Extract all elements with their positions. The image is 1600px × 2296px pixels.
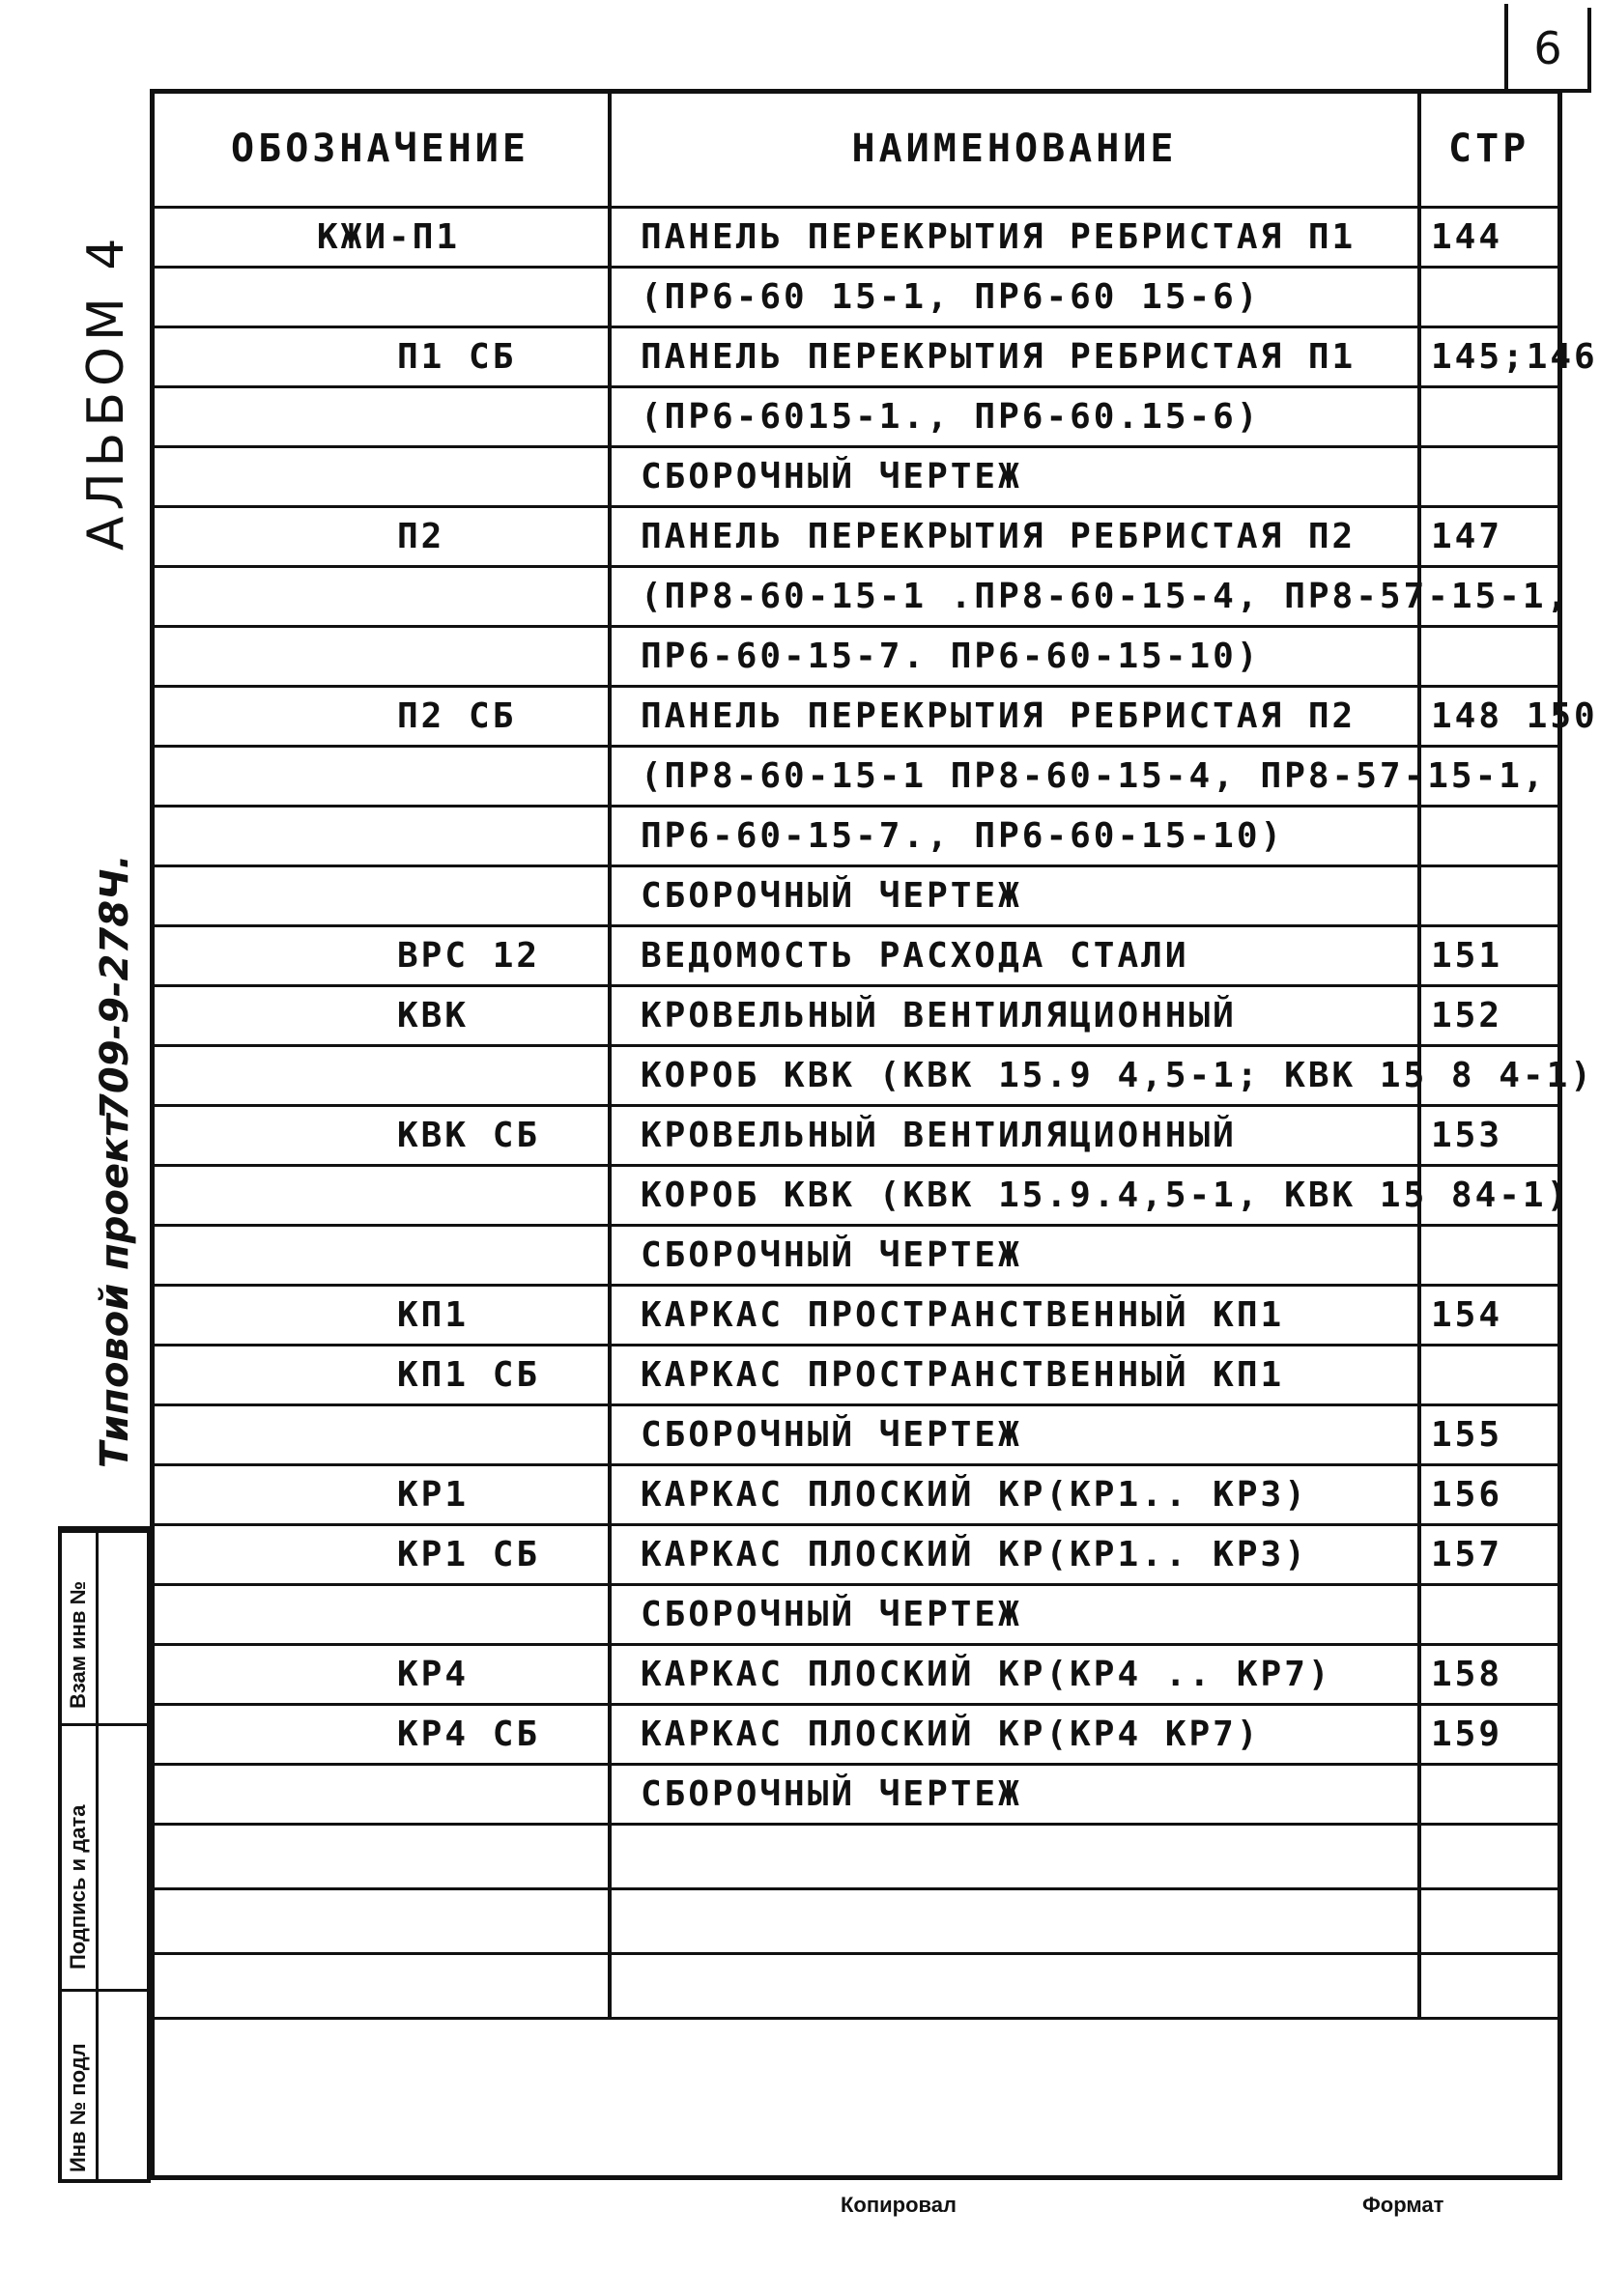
table-row (153, 1585, 1558, 1645)
table-row (153, 1046, 1558, 1106)
row-name: (ПР6-60 15-1, ПР6-60 15-6) (610, 268, 1419, 327)
row-name: СБОРОЧНЫЙ ЧЕРТЕЖ (610, 1226, 1419, 1286)
row-page (1419, 268, 1558, 327)
table-row (153, 1106, 1558, 1166)
table-row (153, 687, 1558, 747)
row-code: П1 СБ (153, 327, 610, 387)
row-page: 144 (1419, 208, 1558, 268)
row-page (1419, 1585, 1558, 1645)
table-row (153, 747, 1558, 807)
row-code (153, 387, 610, 447)
row-code (153, 1825, 610, 1889)
table-row (153, 1226, 1558, 1286)
table-row (153, 627, 1558, 687)
table-row (153, 567, 1558, 627)
header-name: НАИМЕНОВАНИЕ (610, 92, 1419, 208)
row-name: СБОРОЧНЫЙ ЧЕРТЕЖ (610, 1405, 1419, 1465)
row-name: КАРКАС ПЛОСКИЙ КР(КР1.. КР3) (610, 1465, 1419, 1525)
row-name: ПАНЕЛЬ ПЕРЕКРЫТИЯ РЕБРИСТАЯ П2 (610, 507, 1419, 567)
footer-format: Формат (1362, 2193, 1444, 2217)
table-row (153, 507, 1558, 567)
row-code: П2 (153, 507, 610, 567)
row-name: ПАНЕЛЬ ПЕРЕКРЫТИЯ РЕБРИСТАЯ П2 (610, 687, 1419, 747)
row-name: ПАНЕЛЬ ПЕРЕКРЫТИЯ РЕБРИСТАЯ П1 (610, 327, 1419, 387)
table-row (153, 1705, 1558, 1765)
row-name: КАРКАС ПРОСТРАНСТВЕННЫЙ КП1 (610, 1286, 1419, 1346)
row-page (1419, 627, 1558, 687)
album-label: АЛЬБОМ 4 (77, 232, 135, 551)
table-header-row (153, 92, 1558, 208)
row-name: ПАНЕЛЬ ПЕРЕКРЫТИЯ РЕБРИСТАЯ П1 (610, 208, 1419, 268)
row-page (1419, 387, 1558, 447)
table-row (153, 327, 1558, 387)
table-row (153, 447, 1558, 507)
row-name: ПР6-60-15-7. ПР6-60-15-10) (610, 627, 1419, 687)
row-code (153, 807, 610, 866)
table-row (153, 807, 1558, 866)
table-row (153, 1765, 1558, 1825)
row-code (153, 1954, 610, 2019)
row-code: КР4 СБ (153, 1705, 610, 1765)
row-name: СБОРОЧНЫЙ ЧЕРТЕЖ (610, 1585, 1419, 1645)
row-code (153, 268, 610, 327)
row-page: 147 (1419, 507, 1558, 567)
row-code: КЖИ-П1 (153, 208, 610, 268)
row-name: СБОРОЧНЫЙ ЧЕРТЕЖ (610, 447, 1419, 507)
row-name: КАРКАС ПЛОСКИЙ КР(КР4 .. КР7) (610, 1645, 1419, 1705)
table-row (153, 1346, 1558, 1405)
table-row (153, 1525, 1558, 1585)
row-code: КР4 (153, 1645, 610, 1705)
row-page (1419, 807, 1558, 866)
project-label: Типовой проект (93, 1114, 137, 1468)
header-code: ОБОЗНАЧЕНИЕ (153, 92, 610, 208)
row-name: КОРОБ КВК (КВК 15.9 4,5-1; КВК 15 8 4-1) (610, 1046, 1419, 1106)
row-code (153, 1889, 610, 1954)
row-page (1419, 1346, 1558, 1405)
row-code (153, 627, 610, 687)
row-name: ВЕДОМОСТЬ РАСХОДА СТАЛИ (610, 926, 1419, 986)
row-name: (ПР8-60-15-1 .ПР8-60-15-4, ПР8-57-15-1, (610, 567, 1419, 627)
table-row (153, 926, 1558, 986)
row-code (153, 447, 610, 507)
table-row (153, 1825, 1558, 1889)
row-code (153, 866, 610, 926)
row-code (153, 567, 610, 627)
row-page: 159 (1419, 1705, 1558, 1765)
row-page: 154 (1419, 1286, 1558, 1346)
row-name: КАРКАС ПРОСТРАНСТВЕННЫЙ КП1 (610, 1346, 1419, 1405)
row-name (610, 1825, 1419, 1889)
row-name: КРОВЕЛЬНЫЙ ВЕНТИЛЯЦИОННЫЙ (610, 1106, 1419, 1166)
project-number: 709-9-278Ч. (93, 854, 137, 1120)
row-name: СБОРОЧНЫЙ ЧЕРТЕЖ (610, 866, 1419, 926)
table-body (153, 208, 1598, 2019)
row-page: 155 (1419, 1405, 1558, 1465)
table-row (153, 387, 1558, 447)
row-page (1419, 1954, 1558, 2019)
page-number: 6 (1504, 8, 1591, 93)
table-row (153, 1954, 1558, 2019)
row-name: СБОРОЧНЫЙ ЧЕРТЕЖ (610, 1765, 1419, 1825)
row-code (153, 1226, 610, 1286)
row-code (153, 1166, 610, 1226)
row-page: 157 (1419, 1525, 1558, 1585)
header-page: СТР (1419, 92, 1558, 208)
row-page: 153 (1419, 1106, 1558, 1166)
row-page (1419, 1765, 1558, 1825)
row-code: П2 СБ (153, 687, 610, 747)
row-page: 145;146 (1419, 327, 1558, 387)
specification-table (153, 92, 1598, 2020)
row-code: КР1 СБ (153, 1525, 610, 1585)
row-code: КР1 (153, 1465, 610, 1525)
table-row (153, 1645, 1558, 1705)
row-code (153, 747, 610, 807)
row-page (1419, 1226, 1558, 1286)
row-name: (ПР8-60-15-1 ПР8-60-15-4, ПР8-57-15-1, (610, 747, 1419, 807)
table-row (153, 1465, 1558, 1525)
table-row (153, 1166, 1558, 1226)
row-name: ПР6-60-15-7., ПР6-60-15-10) (610, 807, 1419, 866)
row-name: (ПР6-6015-1., ПР6-60.15-6) (610, 387, 1419, 447)
table-row (153, 1286, 1558, 1346)
row-code (153, 1765, 610, 1825)
row-page: 148 150 (1419, 687, 1558, 747)
row-code (153, 1405, 610, 1465)
row-page: 158 (1419, 1645, 1558, 1705)
row-code: КП1 (153, 1286, 610, 1346)
row-name (610, 1889, 1419, 1954)
row-page: 152 (1419, 986, 1558, 1046)
row-code (153, 1046, 610, 1106)
row-code: КВК (153, 986, 610, 1046)
row-code: КВК СБ (153, 1106, 610, 1166)
row-page (1419, 1825, 1558, 1889)
table-row (153, 268, 1558, 327)
row-name: КРОВЕЛЬНЫЙ ВЕНТИЛЯЦИОННЫЙ (610, 986, 1419, 1046)
table-row (153, 208, 1558, 268)
row-code: ВРС 12 (153, 926, 610, 986)
footer-copied: Копировал (841, 2193, 957, 2217)
row-name (610, 1954, 1419, 2019)
stamp-strip (58, 1526, 151, 2183)
row-page (1419, 1889, 1558, 1954)
row-page: 151 (1419, 926, 1558, 986)
row-name: КАРКАС ПЛОСКИЙ КР(КР4 КР7) (610, 1705, 1419, 1765)
row-name: КАРКАС ПЛОСКИЙ КР(КР1.. КР3) (610, 1525, 1419, 1585)
table-row (153, 986, 1558, 1046)
row-page: 156 (1419, 1465, 1558, 1525)
row-code (153, 1585, 610, 1645)
stamp-inv-replacement: Взам инв № (66, 1580, 90, 1709)
row-page (1419, 866, 1558, 926)
table-row (153, 866, 1558, 926)
row-page (1419, 447, 1558, 507)
table-row (153, 1405, 1558, 1465)
row-code: КП1 СБ (153, 1346, 610, 1405)
stamp-signature-date: Подпись и дата (66, 1804, 90, 1970)
row-name: КОРОБ КВК (КВК 15.9.4,5-1, КВК 15 84-1) (610, 1166, 1419, 1226)
stamp-inv-original: Инв № подл (66, 2043, 90, 2172)
table-row (153, 1889, 1558, 1954)
